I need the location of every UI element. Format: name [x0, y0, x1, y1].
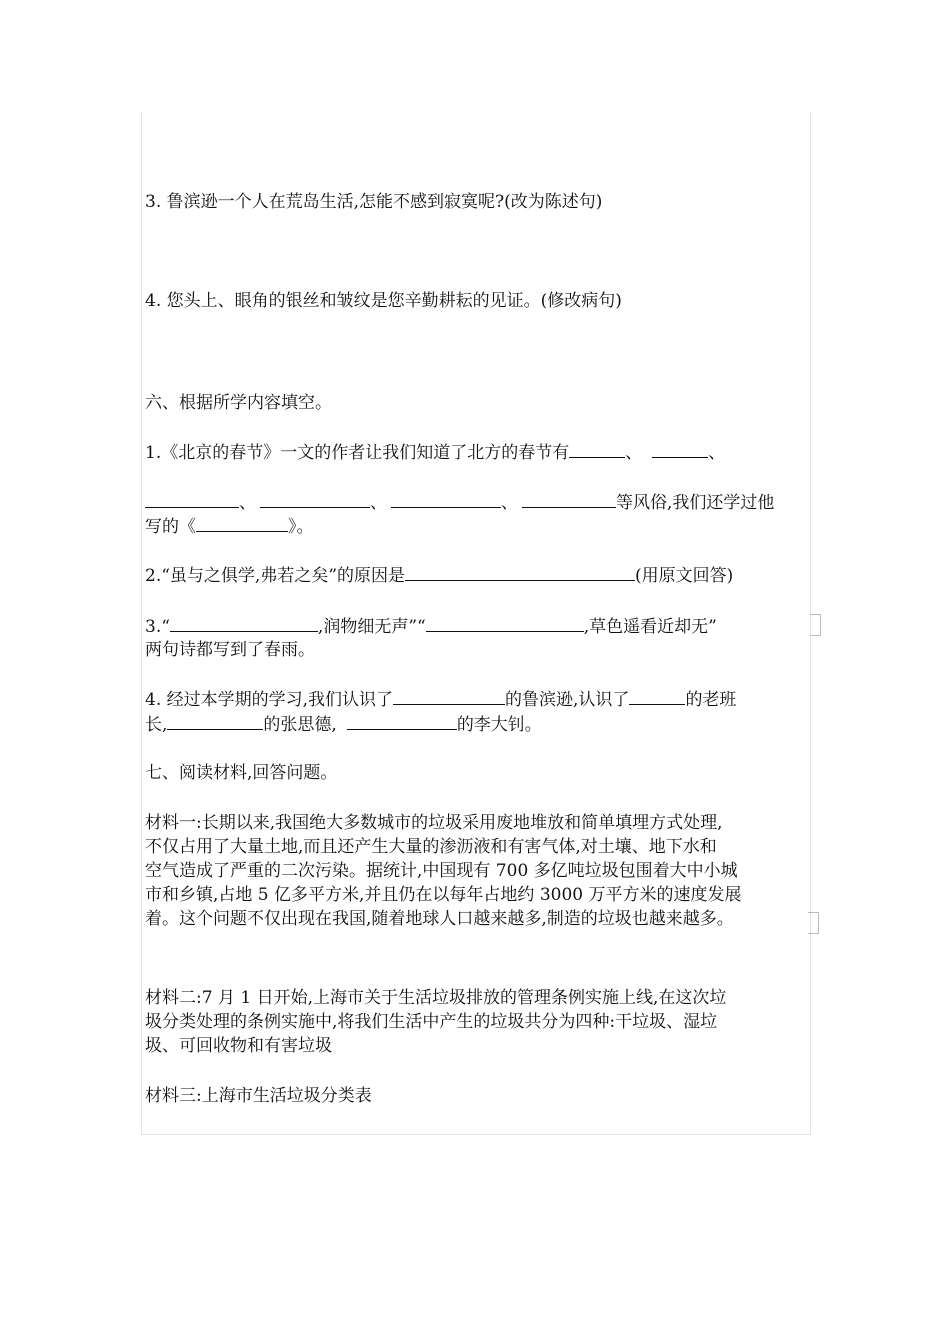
fill-1-line-3: 写的《 》。 [145, 514, 314, 539]
blank[interactable] [196, 514, 288, 532]
blank[interactable] [170, 614, 318, 632]
material-2-line: 圾、可回收物和有害垃圾 [145, 1036, 332, 1056]
blank[interactable] [393, 687, 505, 705]
blank[interactable] [347, 712, 457, 730]
material-3-title: 材料三:上海市生活垃圾分类表 [145, 1086, 372, 1106]
blank[interactable] [167, 712, 263, 730]
section-7-title: 七、阅读材料,回答问题。 [145, 763, 338, 783]
fill-1-line-2: 、 、 、 等风俗,我们还学过他 [145, 490, 774, 515]
material-2-line: 材料二:7 月 1 日开始,上海市关于生活垃圾排放的管理条例实施上线,在这次垃 [145, 988, 727, 1008]
question-3: 3. 鲁滨逊一个人在荒岛生活,怎能不感到寂寞呢?(改为陈述句) [145, 192, 603, 212]
material-1-line: 材料一:长期以来,我国绝大多数城市的垃圾采用废地堆放和简单填埋方式处理, [145, 813, 723, 833]
material-1-line: 空气造成了严重的二次污染。据统计,中国现有 700 多亿吨垃圾包围着大中小城 [145, 861, 738, 881]
fill-1-line-1: 1.《北京的春节》一文的作者让我们知道了北方的春节有 、 、 [145, 440, 725, 465]
material-1-line: 着。这个问题不仅出现在我国,随着地球人口越来越多,制造的垃圾也越来越多。 [145, 909, 734, 929]
margin-mark [808, 912, 819, 934]
fill-3-line-2: 两句诗都写到了春雨。 [145, 640, 315, 660]
blank[interactable] [652, 440, 708, 458]
fill-3-line-1: 3.“ ,润物细无声”“ ,草色遥看近却无” [145, 614, 717, 639]
blank[interactable] [405, 563, 635, 581]
material-1-line: 市和乡镇,占地 5 亿多平方米,并且仍在以每年占地约 3000 万平方米的速度发展 [145, 885, 742, 905]
material-2-line: 圾分类处理的条例实施中,将我们生活中产生的垃圾共分为四种:干垃圾、湿垃 [145, 1012, 718, 1032]
fill-4-line-2: 长, 的张思德, 的李大钊。 [145, 712, 542, 737]
fill-2: 2.“虽与之俱学,弗若之矣”的原因是 (用原文回答) [145, 563, 733, 588]
blank[interactable] [522, 490, 616, 508]
material-1-line: 不仅占用了大量土地,而且还产生大量的渗沥液和有害气体,对土壤、地下水和 [145, 837, 717, 857]
blank[interactable] [629, 687, 685, 705]
fill-4-line-1: 4. 经过本学期的学习,我们认识了 的鲁滨逊,认识了 的老班 [145, 687, 736, 712]
blank[interactable] [569, 440, 625, 458]
margin-mark [810, 614, 821, 636]
question-4: 4. 您头上、眼角的银丝和皱纹是您辛勤耕耘的见证。(修改病句) [145, 291, 622, 311]
blank[interactable] [426, 614, 584, 632]
blank[interactable] [391, 490, 501, 508]
blank[interactable] [145, 490, 239, 508]
blank[interactable] [260, 490, 370, 508]
section-6-title: 六、根据所学内容填空。 [145, 393, 332, 413]
